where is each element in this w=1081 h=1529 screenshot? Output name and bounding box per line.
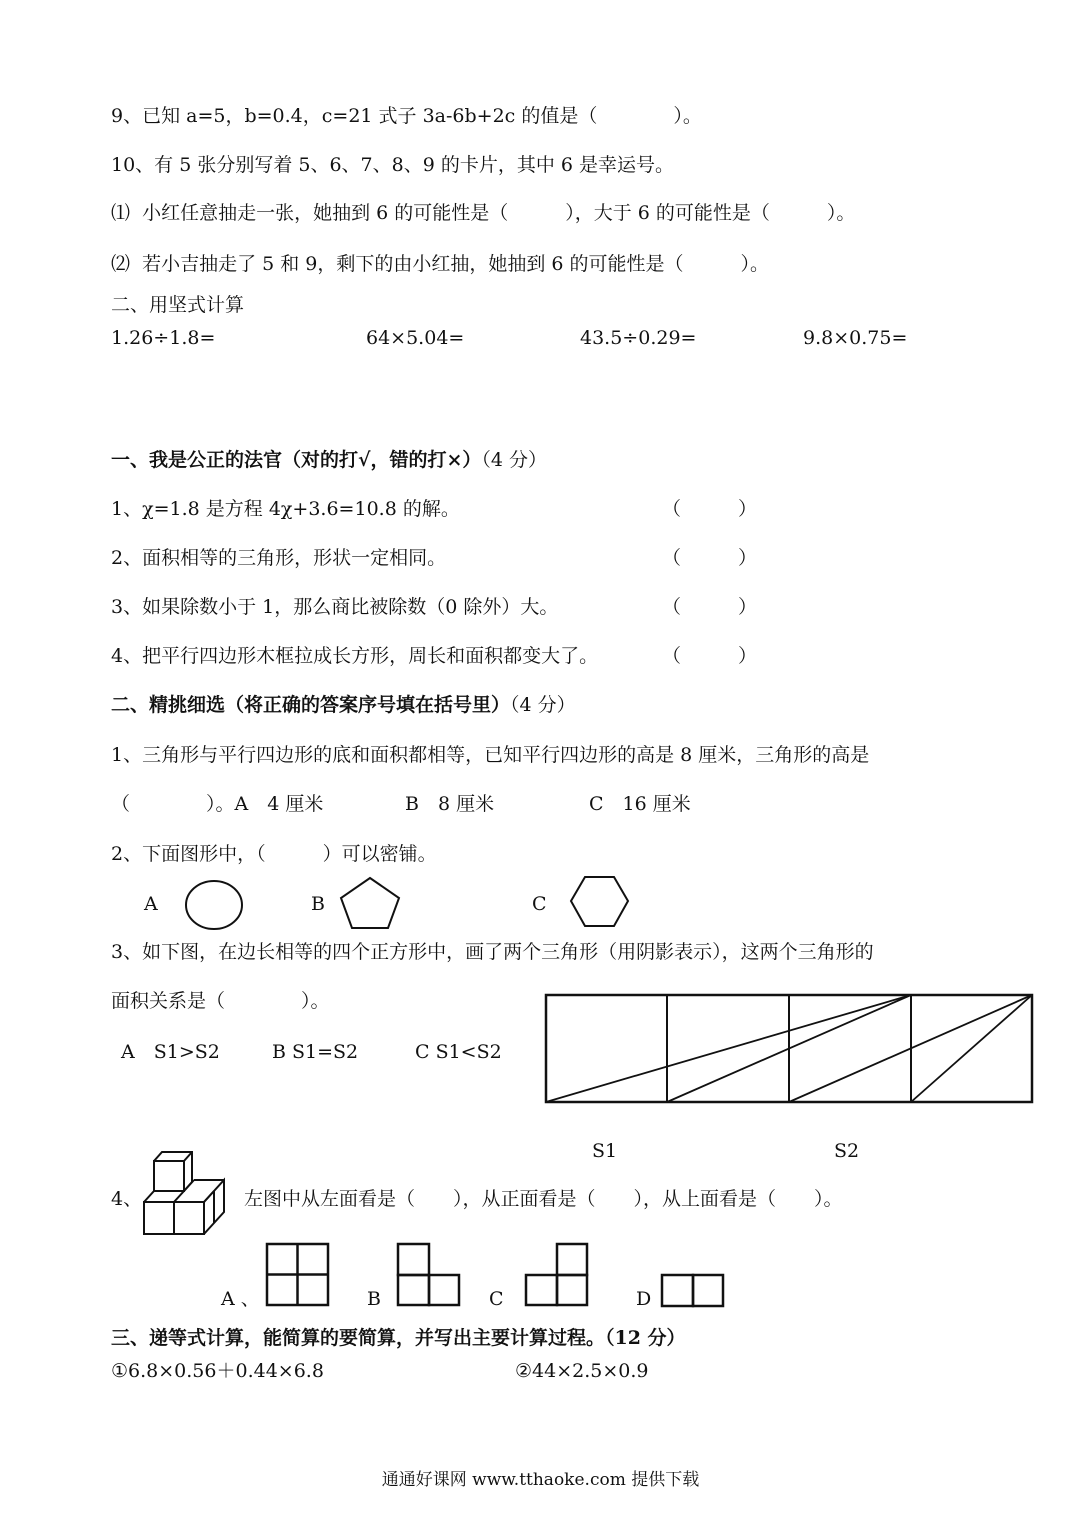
choose-q4-text: 左图中从左面看是（ ），从正面看是（ ），从上面看是（ ）。 — [244, 1188, 843, 1210]
choose-q2: 2、下面图形中，（ ）可以密铺。 — [111, 843, 437, 865]
view-b-l-shape — [396, 1242, 462, 1308]
choose-score: （4 分） — [510, 694, 576, 716]
question-10: 10、有 5 张分别写着 5、6、7、8、9 的卡片，其中 6 是幸运号。 — [111, 154, 675, 176]
question-9: 9、已知 a=5，b=0.4，c=21 式子 3a-6b+2c 的值是（ ）。 — [111, 105, 702, 127]
judge-score: （4 分） — [481, 449, 548, 471]
section3-item-2: ②44×2.5×0.9 — [515, 1360, 649, 1382]
choose-q1-line2: （ ）。A 4 厘米 — [111, 793, 324, 815]
view-a-four-squares — [265, 1242, 331, 1308]
q3-option-c: C S1<S2 — [415, 1041, 502, 1063]
choose-q1-option-c: C 16 厘米 — [589, 793, 691, 815]
choose-q1-line1: 1、三角形与平行四边形的底和面积都相等，已知平行四边形的高是 8 厘米，三角形的高是 — [111, 744, 870, 766]
q4-option-c-label: C — [489, 1288, 504, 1310]
stacked-cubes-figure — [140, 1143, 235, 1238]
judge-title: 一、我是公正的法官（对的打√，错的打×） — [111, 449, 482, 471]
choose-q4-number: 4、 — [111, 1188, 143, 1210]
choose-q1-option-b: B 8 厘米 — [405, 793, 495, 815]
judge-answer-blank-3[interactable]: （ ） — [662, 596, 758, 618]
pentagon-shape-icon — [336, 874, 406, 934]
calc-item-1: 1.26÷1.8= — [111, 327, 216, 349]
q4-option-a-label: A 、 — [221, 1288, 260, 1310]
q2-option-a-label: A — [144, 893, 158, 915]
judge-item-1: 1、χ=1.8 是方程 4χ+3.6=10.8 的解。 — [111, 498, 460, 520]
q2-option-c-label: C — [532, 893, 547, 915]
choose-title: 二、精挑细选（将正确的答案序号填在括号里） — [111, 694, 511, 716]
judge-answer-blank-1[interactable]: （ ） — [662, 498, 758, 520]
view-c-reverse-l-shape — [524, 1242, 590, 1308]
ellipse-shape-icon — [180, 875, 250, 935]
label-s1: S1 — [592, 1140, 618, 1162]
q4-option-d-label: D — [636, 1288, 652, 1310]
view-d-two-squares — [660, 1273, 726, 1309]
judge-answer-blank-4[interactable]: （ ） — [662, 645, 758, 667]
section3-title: 三、递等式计算，能简算的要简算，并写出主要计算过程。（12 分） — [111, 1327, 686, 1349]
question-10-part-1: ⑴ 小红任意抽走一张，她抽到 6 的可能性是（ ），大于 6 的可能性是（ ）。 — [111, 202, 856, 224]
judge-item-2: 2、面积相等的三角形，形状一定相同。 — [111, 547, 447, 569]
judge-section-heading — [111, 448, 547, 472]
q4-option-b-label: B — [367, 1288, 381, 1310]
label-s2: S2 — [834, 1140, 860, 1162]
choose-section-heading — [111, 693, 576, 717]
choose-q3-line2: 面积关系是（ ）。 — [111, 990, 330, 1012]
section3-item-1: ①6.8×0.56＋0.44×6.8 — [111, 1360, 324, 1382]
question-10-part-2: ⑵ 若小吉抽走了 5 和 9，剩下的由小红抽，她抽到 6 的可能性是（ ）。 — [111, 253, 770, 275]
judge-item-3: 3、如果除数小于 1，那么商比被除数（0 除外）大。 — [111, 596, 559, 618]
calc-item-4: 9.8×0.75= — [803, 327, 908, 349]
calc-item-2: 64×5.04= — [366, 327, 465, 349]
page-footer: 通通好课网 www.tthaoke.com 提供下载 — [381, 1470, 700, 1490]
judge-item-4: 4、把平行四边形木框拉成长方形，周长和面积都变大了。 — [111, 645, 599, 667]
q3-option-b: B S1=S2 — [272, 1041, 359, 1063]
choose-q3-line1: 3、如下图，在边长相等的四个正方形中，画了两个三角形（用阴影表示），这两个三角形的 — [111, 941, 874, 963]
judge-answer-blank-2[interactable]: （ ） — [662, 547, 758, 569]
calc-item-3: 43.5÷0.29= — [580, 327, 697, 349]
section-vertical-calc-title: 二、用坚式计算 — [111, 294, 245, 316]
four-squares-triangles-figure — [545, 994, 1035, 1104]
hexagon-shape-icon — [567, 874, 637, 934]
q3-option-a: A S1>S2 — [121, 1041, 220, 1063]
q2-option-b-label: B — [311, 893, 325, 915]
